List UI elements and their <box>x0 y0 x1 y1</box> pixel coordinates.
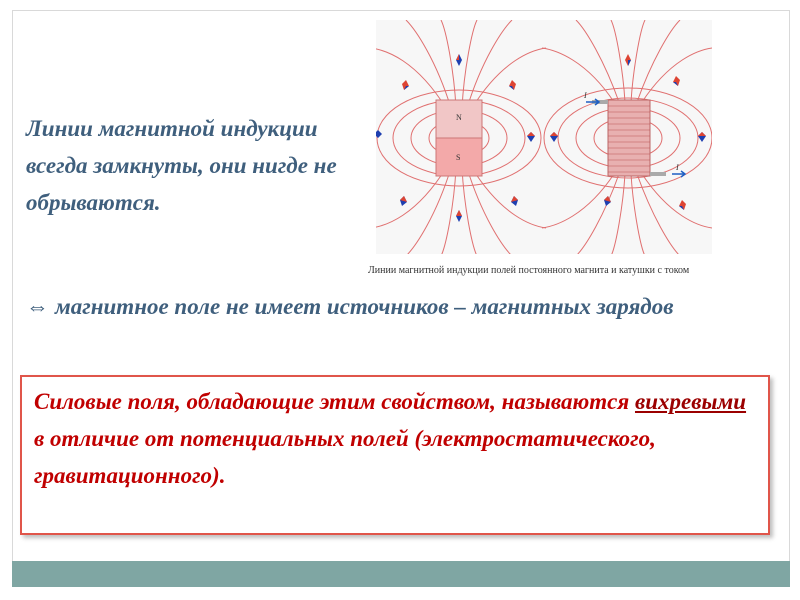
callout-part2: в отличие от потенциальных полей (электростатического, гравитационного). <box>34 426 656 488</box>
callout-text <box>34 383 759 494</box>
south-label: S <box>456 153 461 162</box>
equivalence-arrow-icon: ⇔ <box>26 294 49 319</box>
callout-box <box>20 375 770 535</box>
coil-body <box>608 100 650 176</box>
definition-text: Линии магнитной индукции всегда замкнуты, они нигде не обрываются. <box>26 116 337 215</box>
north-label: N <box>456 113 462 122</box>
callout-emphasis: вихревыми <box>634 389 747 414</box>
statement-body: магнитное поле не имеет источников – магнитных зарядов <box>55 294 674 319</box>
coil-lead-bottom <box>650 172 666 176</box>
callout-part1: Силовые поля, обладающие этим свойством, называются <box>34 389 635 414</box>
footer-bar <box>12 561 790 587</box>
current-label-bottom: I <box>676 163 679 172</box>
field-lines-figure <box>376 20 712 254</box>
current-label-top: I <box>584 91 587 100</box>
figure-caption: Линии магнитной индукции полей постоянного магнита и катушки с током <box>368 265 690 276</box>
field-lines-svg <box>376 20 712 254</box>
statement-text <box>26 288 726 325</box>
current-arrow-top-icon <box>586 99 599 105</box>
